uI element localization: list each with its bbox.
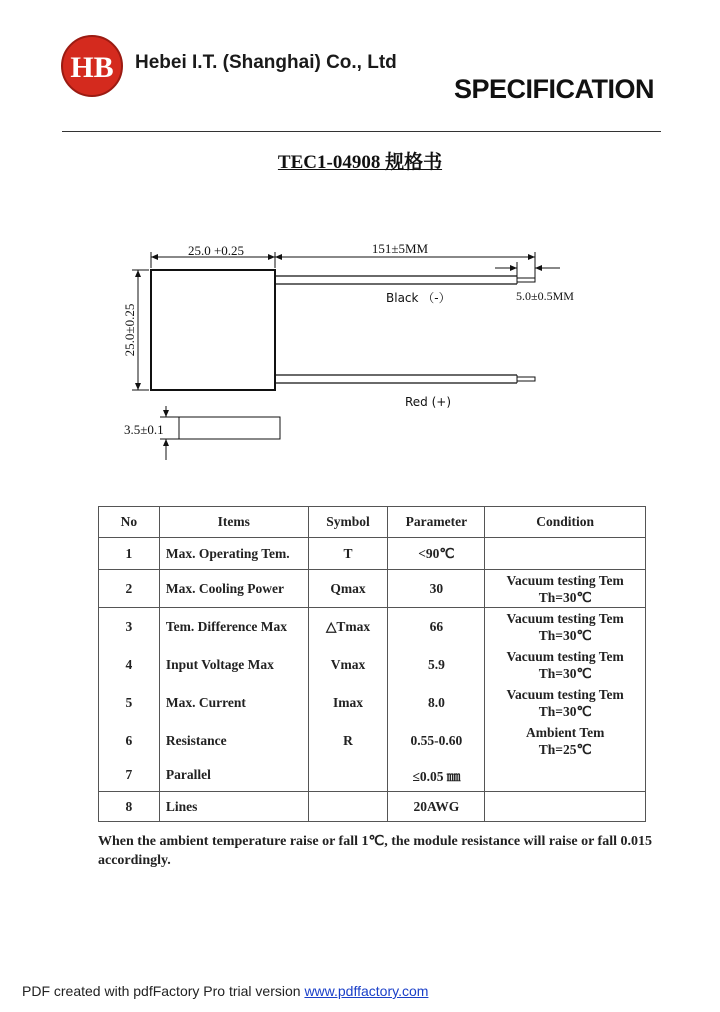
- table-cell: 1: [99, 538, 160, 570]
- logo-text: HB: [70, 51, 114, 84]
- col-symbol: Symbol: [308, 507, 388, 538]
- black-wire-label: Black （-）: [386, 291, 451, 305]
- width-dimension: 25.0 +0.25: [187, 243, 245, 258]
- col-items: Items: [159, 507, 308, 538]
- red-wire-label: Red (+): [405, 395, 452, 409]
- table-cell: 3: [99, 608, 160, 646]
- table-row: [99, 646, 646, 684]
- document-type: SPECIFICATION: [454, 74, 655, 104]
- table-cell: Max. Current: [159, 684, 308, 722]
- table-cell: Vacuum testing Tem Th=30℃: [485, 684, 646, 722]
- table-row: [99, 722, 646, 760]
- table-cell: T: [308, 538, 388, 570]
- table-cell: 7: [99, 760, 160, 792]
- table-cell: [308, 760, 388, 792]
- table-cell: Tem. Difference Max: [159, 608, 308, 646]
- table-cell: [308, 792, 388, 822]
- module-body: [151, 270, 275, 390]
- table-cell: Imax: [308, 684, 388, 722]
- module-side-view: [179, 417, 280, 439]
- table-cell: Parallel: [159, 760, 308, 792]
- table-cell: 4: [99, 646, 160, 684]
- black-wire-strip: [517, 278, 535, 282]
- company-logo: [58, 33, 128, 101]
- table-row: [99, 760, 646, 792]
- table-cell: <90℃: [388, 538, 485, 570]
- page-title: TEC1-04908 规格书: [277, 152, 443, 173]
- table-cell: Vacuum testing Tem Th=30℃: [485, 570, 646, 608]
- spec-table: [98, 506, 646, 822]
- table-cell: 8.0: [388, 684, 485, 722]
- thickness-dimension: 3.5±0.1: [124, 422, 164, 437]
- table-cell: [485, 760, 646, 792]
- footer-text: PDF created with pdfFactory Pro trial version: [22, 983, 305, 999]
- table-cell: Input Voltage Max: [159, 646, 308, 684]
- table-cell: 8: [99, 792, 160, 822]
- header-divider: [62, 131, 661, 132]
- table-row: [99, 608, 646, 646]
- table-cell: △Tmax: [308, 608, 388, 646]
- table-cell: ≤0.05 ㎜: [388, 760, 485, 792]
- table-cell: Max. Operating Tem.: [159, 538, 308, 570]
- pdf-footer: [22, 983, 428, 999]
- table-cell: [485, 792, 646, 822]
- red-wire-strip: [517, 377, 535, 381]
- table-cell: Max. Cooling Power: [159, 570, 308, 608]
- lead-strip-dimension: 5.0±0.5MM: [516, 289, 574, 303]
- table-cell: 2: [99, 570, 160, 608]
- table-cell: 5: [99, 684, 160, 722]
- table-row: [99, 570, 646, 608]
- height-dimension: 25.0±0.25: [122, 303, 137, 357]
- table-cell: 0.55-0.60: [388, 722, 485, 760]
- resistance-note: When the ambient temperature raise or fall 1℃, the module resistance will raise or fall 0.015 accordingly.: [98, 834, 652, 868]
- col-condition: Condition: [485, 507, 646, 538]
- company-name: Hebei I.T. (Shanghai) Co., Ltd: [135, 52, 397, 73]
- table-cell: Vmax: [308, 646, 388, 684]
- table-row: [99, 538, 646, 570]
- table-row: [99, 684, 646, 722]
- col-parameter: Parameter: [388, 507, 485, 538]
- table-cell: Vacuum testing Tem Th=30℃: [485, 608, 646, 646]
- pdffactory-link[interactable]: www.pdffactory.com: [304, 983, 429, 999]
- table-cell: Resistance: [159, 722, 308, 760]
- table-cell: Ambient Tem Th=25℃: [485, 722, 646, 760]
- col-no: No: [99, 507, 160, 538]
- table-cell: 20AWG: [388, 792, 485, 822]
- table-cell: 30: [388, 570, 485, 608]
- table-cell: 6: [99, 722, 160, 760]
- table-row: [99, 792, 646, 822]
- module-drawing: [0, 230, 720, 470]
- table-cell: R: [308, 722, 388, 760]
- table-cell: [485, 538, 646, 570]
- lead-length-dimension: 151±5MM: [371, 241, 429, 256]
- table-cell: 66: [388, 608, 485, 646]
- table-cell: Lines: [159, 792, 308, 822]
- table-cell: 5.9: [388, 646, 485, 684]
- table-cell: Vacuum testing Tem Th=30℃: [485, 646, 646, 684]
- table-cell: Qmax: [308, 570, 388, 608]
- table-header-row: [99, 507, 646, 538]
